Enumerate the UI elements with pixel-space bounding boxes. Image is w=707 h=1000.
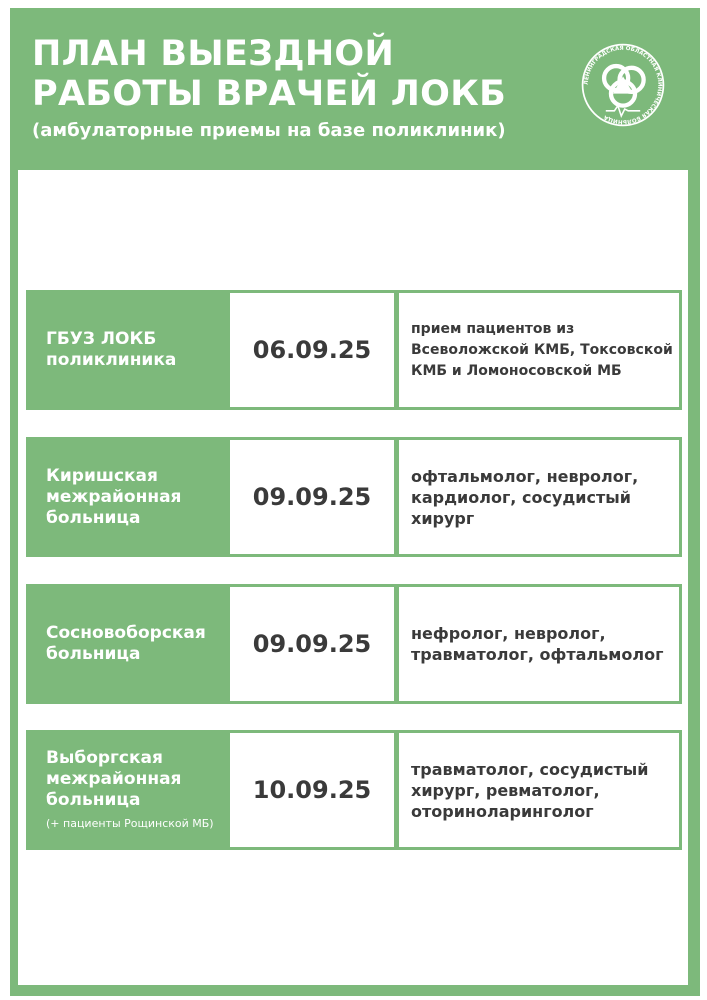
- schedule-row: [26, 437, 682, 557]
- schedule-row: [26, 730, 682, 850]
- facility-name-cell: [26, 730, 228, 850]
- specialists-description: прием пациентов из Всеволожской КМБ, Токсовской КМБ и Ломоносовской МБ: [399, 293, 679, 407]
- facility-name: Выборгская межрайонная больница: [46, 747, 182, 810]
- specialists-description: нефролог, невролог, травматолог, офтальмолог: [399, 587, 679, 701]
- logo-ring-text: ЛЕНИНГРАДСКАЯ ОБЛАСТНАЯ КЛИНИЧЕСКАЯ БОЛЬНИЦА: [583, 45, 663, 125]
- page-title: [32, 34, 506, 114]
- facility-name-cell: [26, 437, 228, 557]
- visit-date: 10.09.25: [230, 733, 394, 847]
- facility-name-cell: [26, 290, 228, 410]
- visit-date: 09.09.25: [230, 587, 394, 701]
- facility-name: ГБУЗ ЛОКБ поликлиника: [46, 329, 177, 370]
- facility-name: Сосновоборская больница: [46, 623, 206, 664]
- facility-name: Киришская межрайонная больница: [46, 465, 182, 528]
- visit-date: 09.09.25: [230, 440, 394, 554]
- schedule-row: [26, 290, 682, 410]
- title-line-1: ПЛАН ВЫЕЗДНОЙ: [32, 34, 395, 74]
- facility-name-cell: [26, 584, 228, 704]
- specialists-description: офтальмолог, невролог, кардиолог, сосудистый хирург: [399, 440, 679, 554]
- hospital-logo-icon: [580, 42, 666, 128]
- specialists-description: травматолог, сосудистый хирург, ревматолог, оториноларинголог: [399, 733, 679, 847]
- facility-note: (+ пациенты Рощинской МБ): [46, 816, 214, 830]
- schedule-row: [26, 584, 682, 704]
- page-subtitle: (амбулаторные приемы на базе поликлиник): [32, 120, 506, 141]
- visit-date: 06.09.25: [230, 293, 394, 407]
- title-line-2: РАБОТЫ ВРАЧЕЙ ЛОКБ: [32, 74, 507, 114]
